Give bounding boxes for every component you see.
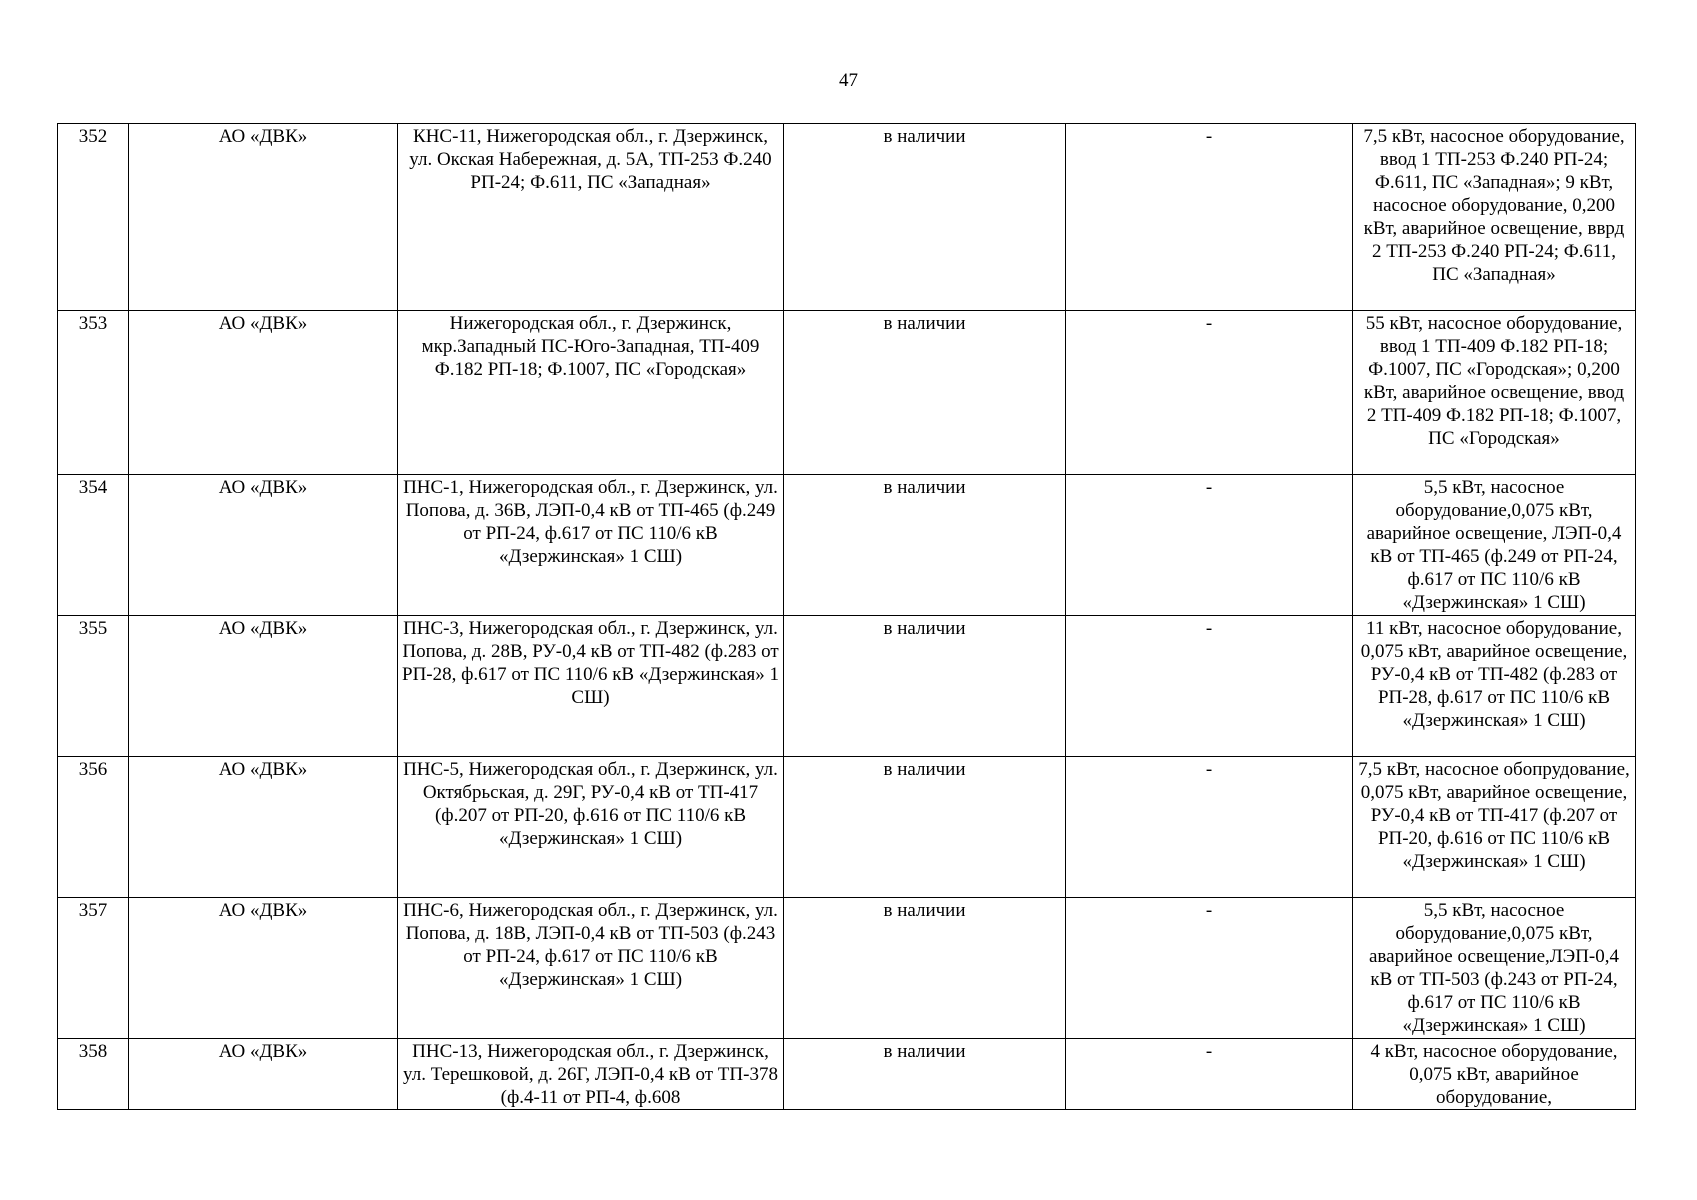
row-number: 354 xyxy=(58,475,129,616)
status-cell: в наличии xyxy=(784,311,1066,475)
table-row xyxy=(58,898,1636,1039)
status-cell: в наличии xyxy=(784,475,1066,616)
dash-cell: - xyxy=(1066,311,1353,475)
dash-cell: - xyxy=(1066,616,1353,757)
dash-cell: - xyxy=(1066,124,1353,311)
table-row xyxy=(58,311,1636,475)
location-cell: КНС-11, Нижегородская обл., г. Дзержинск, ул. Окская Набережная, д. 5А, ТП-253 Ф.240 РП-24; Ф.611, ПС «Западная» xyxy=(398,124,784,311)
row-number: 352 xyxy=(58,124,129,311)
dash-cell: - xyxy=(1066,1039,1353,1110)
dash-cell: - xyxy=(1066,757,1353,898)
location-cell: ПНС-13, Нижегородская обл., г. Дзержинск, ул. Терешковой, д. 26Г, ЛЭП-0,4 кВ от ТП-378 (ф.4-11 от РП-4, ф.608 xyxy=(398,1039,784,1110)
dash-cell: - xyxy=(1066,898,1353,1039)
location-cell: ПНС-1, Нижегородская обл., г. Дзержинск, ул. Попова, д. 36В, ЛЭП-0,4 кВ от ТП-465 (ф.249 от РП-24, ф.617 от ПС 110/6 кВ «Дзержинская» 1 СШ) xyxy=(398,475,784,616)
location-cell: Нижегородская обл., г. Дзержинск, мкр.Западный ПС-Юго-Западная, ТП-409 Ф.182 РП-18; Ф.1007, ПС «Городская» xyxy=(398,311,784,475)
details-cell: 7,5 кВт, насосное обопрудование, 0,075 кВт, аварийное освещение, РУ-0,4 кВ от ТП-417 (ф.207 от РП-20, ф.616 от ПС 110/6 кВ «Дзержинская» 1 СШ) xyxy=(1353,757,1636,898)
organization-cell: АО «ДВК» xyxy=(129,311,398,475)
row-number: 355 xyxy=(58,616,129,757)
organization-cell: АО «ДВК» xyxy=(129,124,398,311)
status-cell: в наличии xyxy=(784,124,1066,311)
organization-cell: АО «ДВК» xyxy=(129,757,398,898)
details-cell: 55 кВт, насосное оборудование, ввод 1 ТП-409 Ф.182 РП-18; Ф.1007, ПС «Городская»; 0,200 кВт, аварийное освещение, ввод 2 ТП-409 Ф.182 РП-18; Ф.1007, ПС «Городская» xyxy=(1353,311,1636,475)
row-number: 357 xyxy=(58,898,129,1039)
table-row xyxy=(58,757,1636,898)
details-cell: 11 кВт, насосное оборудование, 0,075 кВт, аварийное освещение, РУ-0,4 кВ от ТП-482 (ф.283 от РП-28, ф.617 от ПС 110/6 кВ «Дзержинская» 1 СШ) xyxy=(1353,616,1636,757)
organization-cell: АО «ДВК» xyxy=(129,616,398,757)
dash-cell: - xyxy=(1066,475,1353,616)
details-cell: 5,5 кВт, насосное оборудование,0,075 кВт, аварийное освещение, ЛЭП-0,4 кВ от ТП-465 (ф.249 от РП-24, ф.617 от ПС 110/6 кВ «Дзержинская» 1 СШ) xyxy=(1353,475,1636,616)
organization-cell: АО «ДВК» xyxy=(129,475,398,616)
details-cell: 4 кВт, насосное оборудование, 0,075 кВт, аварийное оборудование, xyxy=(1353,1039,1636,1110)
organization-cell: АО «ДВК» xyxy=(129,1039,398,1110)
details-cell: 5,5 кВт, насосное оборудование,0,075 кВт, аварийное освещение,ЛЭП-0,4 кВ от ТП-503 (ф.243 от РП-24, ф.617 от ПС 110/6 кВ «Дзержинская» 1 СШ) xyxy=(1353,898,1636,1039)
location-cell: ПНС-6, Нижегородская обл., г. Дзержинск, ул. Попова, д. 18В, ЛЭП-0,4 кВ от ТП-503 (ф.243 от РП-24, ф.617 от ПС 110/6 кВ «Дзержинская» 1 СШ) xyxy=(398,898,784,1039)
table-row xyxy=(58,616,1636,757)
organization-cell: АО «ДВК» xyxy=(129,898,398,1039)
status-cell: в наличии xyxy=(784,898,1066,1039)
table-row xyxy=(58,124,1636,311)
row-number: 358 xyxy=(58,1039,129,1110)
location-cell: ПНС-5, Нижегородская обл., г. Дзержинск, ул. Октябрьская, д. 29Г, РУ-0,4 кВ от ТП-417 (ф.207 от РП-20, ф.616 от ПС 110/6 кВ «Дзержинская» 1 СШ) xyxy=(398,757,784,898)
page-number: 47 xyxy=(839,70,858,91)
row-number: 356 xyxy=(58,757,129,898)
status-cell: в наличии xyxy=(784,757,1066,898)
table-row xyxy=(58,475,1636,616)
status-cell: в наличии xyxy=(784,616,1066,757)
details-cell: 7,5 кВт, насосное оборудование, ввод 1 ТП-253 Ф.240 РП-24; Ф.611, ПС «Западная»; 9 кВт, насосное оборудование, 0,200 кВт, аварийное освещение, вврд 2 ТП-253 Ф.240 РП-24; Ф.611, ПС «Западная» xyxy=(1353,124,1636,311)
location-cell: ПНС-3, Нижегородская обл., г. Дзержинск, ул. Попова, д. 28В, РУ-0,4 кВ от ТП-482 (ф.283 от РП-28, ф.617 от ПС 110/6 кВ «Дзержинская» 1 СШ) xyxy=(398,616,784,757)
row-number: 353 xyxy=(58,311,129,475)
table-row xyxy=(58,1039,1636,1110)
status-cell: в наличии xyxy=(784,1039,1066,1110)
records-table xyxy=(57,123,1636,1110)
